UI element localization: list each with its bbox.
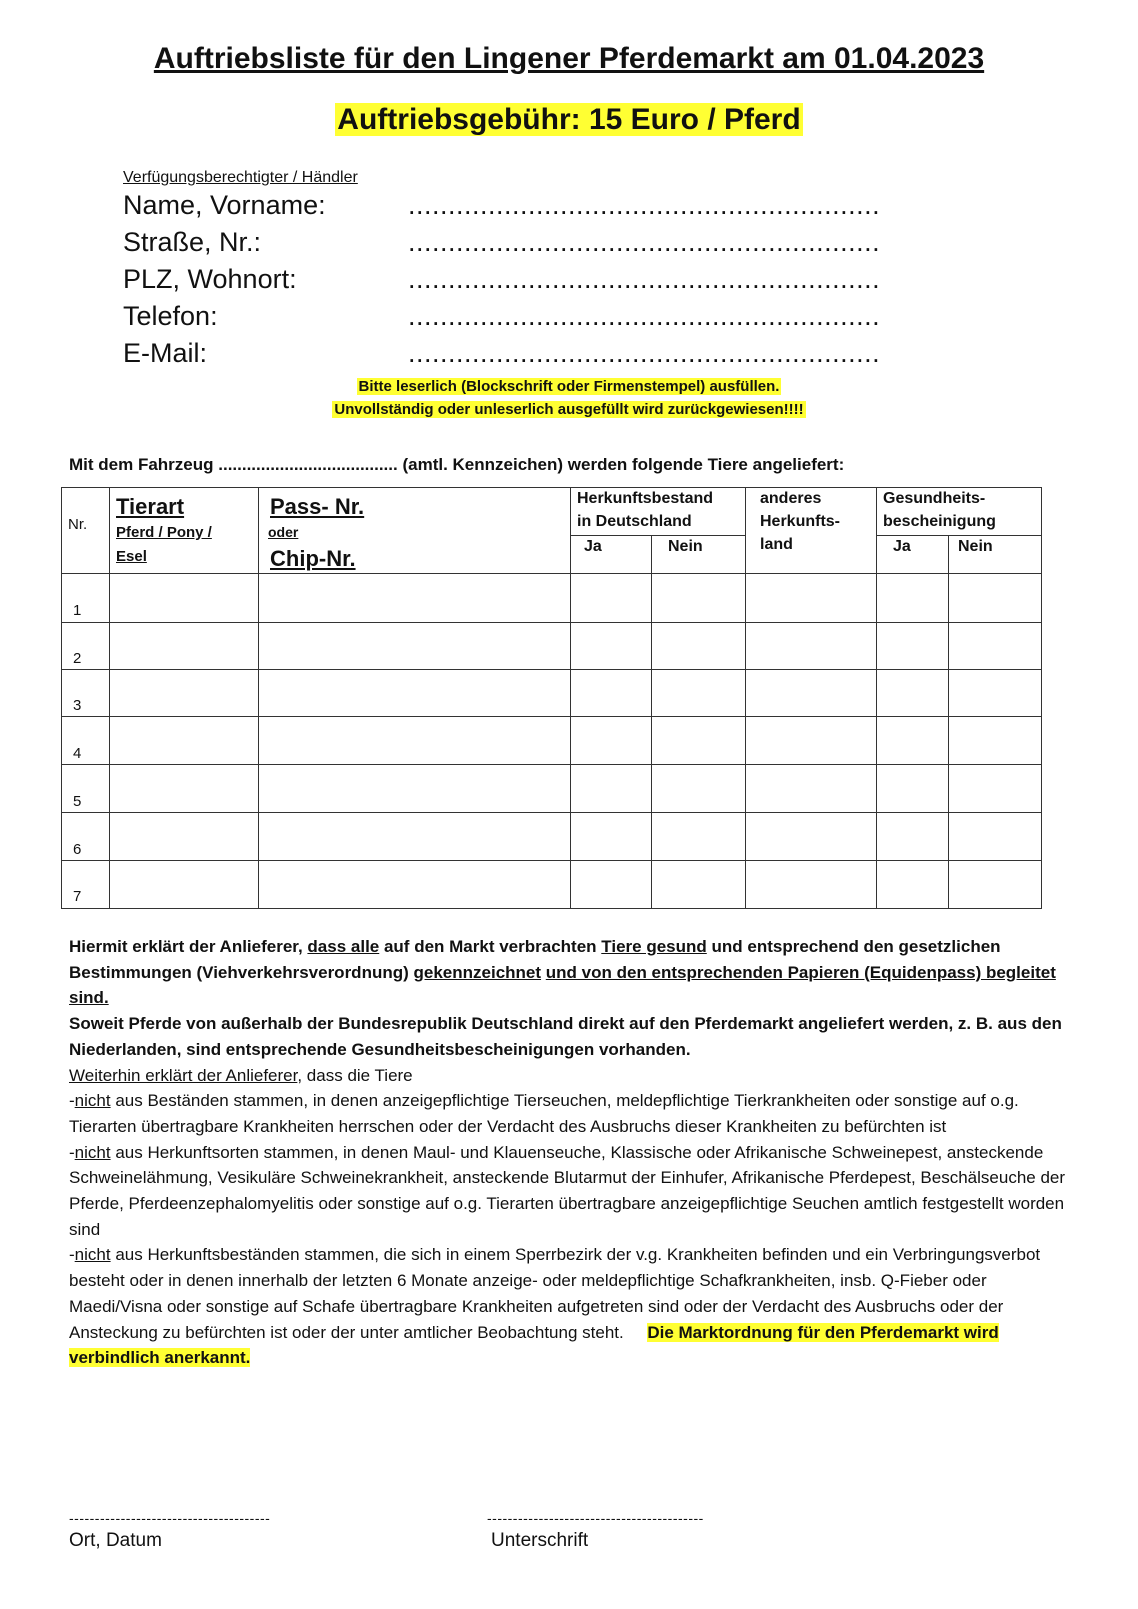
market-rules-acknowledgement: Die Marktordnung für den Pferdemarkt wird verbindlich anerkannt. [69, 1322, 999, 1368]
hint-line-1 [0, 378, 1138, 395]
declaration-item-1: -nicht aus Beständen stammen, in denen anzeigepflichtige Tierseuchen, meldepflichtige Tierkrankheiten oder sonstige auf o.g. Tierarten übertragbare Krankheiten herrschen oder der Verdacht des Ausbruchs dieser Krankheiten zu befürchten ist [69, 1091, 1019, 1136]
city-label: PLZ, Wohnort: [123, 264, 297, 294]
col-tierart-sub1: Pferd / Pony / [116, 524, 212, 541]
name-label: Name, Vorname: [123, 190, 326, 220]
street-label: Straße, Nr.: [123, 227, 262, 257]
declaration-p3 [69, 1063, 1069, 1089]
name-field[interactable]: ........................................................... [408, 190, 881, 220]
place-date-line[interactable]: --------------------------------------- [69, 1510, 271, 1526]
decl-nicht: nicht [74, 1091, 111, 1111]
decl-text: , dass die Tiere [297, 1065, 413, 1085]
vehicle-prefix: Mit dem Fahrzeug [69, 455, 214, 474]
vehicle-plate-field[interactable]: ...................................... [218, 455, 398, 474]
col-herkunft-nein: Nein [668, 538, 703, 555]
declaration-item-3: -nicht aus Herkunftsbeständen stammen, die sich in einem Sperrbezirk der v.g. Krankheiten befinden und ein Verbringungsverbot besteht oder in denen innerhalb der letzten 6 Monate anzeige- oder meldepflichtige Schafkrankheiten, insb. Q-Fieber oder Maedi/Visna oder sonstige auf Schafe übertragbare Krankheiten aufgetreten sind oder der Verdacht des Ausbruchs oder der Ansteckung zu befürchten ist oder der unter amtlicher Beobachtung steht. Die Marktordnung für den Pferdemarkt wird verbindlich anerkannt. [69, 1245, 1041, 1368]
col-herkunft-ja: Ja [584, 538, 602, 555]
city-field[interactable]: ........................................................... [408, 264, 881, 294]
row-number: 2 [73, 650, 82, 667]
col-anderes-3: land [760, 536, 793, 553]
hint-line-2 [0, 401, 1138, 418]
fee-text: Auftriebsgebühr: 15 Euro / Pferd [337, 103, 801, 136]
decl-nicht: nicht [74, 1142, 111, 1162]
decl-text: aus Beständen stammen, in denen anzeigepflichtige Tierseuchen, meldepflichtige Tierkrankheiten oder sonstige auf o.g. Tierarten übertragbare Krankheiten herrschen oder der Verdacht des Ausbruchs dieser Krankheiten zu befürchten ist [69, 1091, 1019, 1136]
place-date-label: Ort, Datum [69, 1530, 162, 1551]
email-label: E-Mail: [123, 338, 208, 368]
hint-text-1: Bitte leserlich (Blockschrift oder Firmenstempel) ausfüllen. [358, 378, 780, 395]
vehicle-suffix: (amtl. Kennzeichen) werden folgende Tiere angeliefert: [402, 455, 845, 474]
fee-banner [0, 103, 1138, 137]
col-gesund-ja: Ja [893, 538, 911, 555]
email-field[interactable]: ........................................................... [408, 338, 881, 368]
col-gesund-2: bescheinigung [883, 513, 996, 530]
row-number: 6 [73, 841, 82, 858]
declaration-p1 [69, 934, 1069, 1011]
decl-text: Hiermit erklärt der Anlieferer, [69, 937, 308, 956]
row-number: 7 [73, 888, 82, 905]
signature-line[interactable]: ------------------------------------------ [487, 1510, 704, 1526]
decl-text: und von den entsprechenden Papieren (Equidenpass) begleitet sind. [69, 962, 1056, 1008]
col-nr: Nr. [68, 516, 88, 533]
col-tierart: Tierart [116, 494, 185, 519]
row-number: 4 [73, 745, 82, 762]
row-number: 5 [73, 793, 82, 810]
decl-nicht: nicht [74, 1245, 111, 1265]
dealer-label: Verfügungsberechtigter / Händler [123, 169, 358, 186]
phone-label: Telefon: [123, 301, 218, 331]
street-field[interactable]: ........................................................... [408, 227, 881, 257]
col-gesund-1: Gesundheits- [883, 490, 986, 507]
row-number: 3 [73, 697, 82, 714]
declaration [69, 934, 1069, 1371]
declaration-item-2: -nicht aus Herkunftsorten stammen, in denen Maul- und Klauenseuche, Klassische oder Afrikanische Schweinepest, ansteckende Schweinelähmung, Vesikuläre Schweinekrankheit, ansteckende Blutarmut der Einhufer, Afrikanische Pferdepest, Beschälseuche der Pferde, Pferdeenzephalomyelitis oder sonstige auf o.g. Tierarten übertragbare anzeigepflichtige Seuchen amtlich festgestellt worden sind [69, 1142, 1066, 1239]
decl-text: aus Herkunftsorten stammen, in denen Maul- und Klauenseuche, Klassische oder Afrikanische Schweinepest, ansteckende Schweinelähmung, Vesikuläre Schweinekrankheit, ansteckende Blutarmut der Einhufer, Afrikanische Pferdepest, Beschälseuche der Pferde, Pferdeenzephalomyelitis oder sonstige auf o.g. Tierarten übertragbare anzeigepflichtige Seuchen amtlich festgestellt worden sind [69, 1142, 1066, 1239]
page-title: Auftriebsliste für den Lingener Pferdemarkt am 01.04.2023 [153, 42, 985, 75]
col-herkunft-1: Herkunftsbestand [577, 490, 714, 507]
decl-text: dass alle [307, 937, 380, 956]
decl-text: auf den Markt verbrachten [379, 937, 602, 956]
col-tierart-sub2: Esel [116, 548, 147, 565]
vehicle-line [69, 455, 844, 475]
col-chip: Chip-Nr. [270, 546, 356, 571]
decl-text: und entsprechend den gesetzlichen Bestimmungen (Viehverkehrsverordnung) [69, 937, 1001, 982]
decl-text: aus Herkunftsbeständen stammen, die sich in einem Sperrbezirk der v.g. Krankheiten befinden und ein Verbringungsverbot besteht oder in denen innerhalb der letzten 6 Monate anzeige- oder meldepflichtige Schafkrankheiten, insb. Q-Fieber oder Maedi/Visna oder sonstige auf Schafe übertragbare Krankheiten aufgetreten sind oder der Verdacht des Ausbruchs oder der Ansteckung zu befürchten ist oder der unter amtlicher Beobachtung steht. [69, 1245, 1041, 1342]
decl-text: Weiterhin erklärt der Anlieferer [69, 1065, 298, 1085]
col-anderes-2: Herkunfts- [760, 513, 841, 530]
hint-text-2: Unvollständig oder unleserlich ausgefüllt wird zurückgewiesen!!!! [334, 401, 804, 418]
declaration-p2: Soweit Pferde von außerhalb der Bundesrepublik Deutschland direkt auf den Pferdemarkt angeliefert werden, z. B. aus den Niederlanden, sind entsprechende Gesundheitsbescheinigungen vorhanden. [69, 1014, 1062, 1059]
decl-text: Tiere gesund [601, 937, 707, 956]
col-anderes-1: anderes [760, 490, 822, 507]
col-pass: Pass- Nr. [270, 494, 365, 519]
col-gesund-nein: Nein [958, 538, 993, 555]
row-number: 1 [73, 602, 82, 619]
col-oder: oder [268, 524, 299, 540]
decl-text: gekennzeichnet [413, 962, 542, 982]
phone-field[interactable]: ........................................................... [408, 301, 881, 331]
signature-label: Unterschrift [491, 1530, 589, 1551]
col-herkunft-2: in Deutschland [577, 513, 692, 530]
